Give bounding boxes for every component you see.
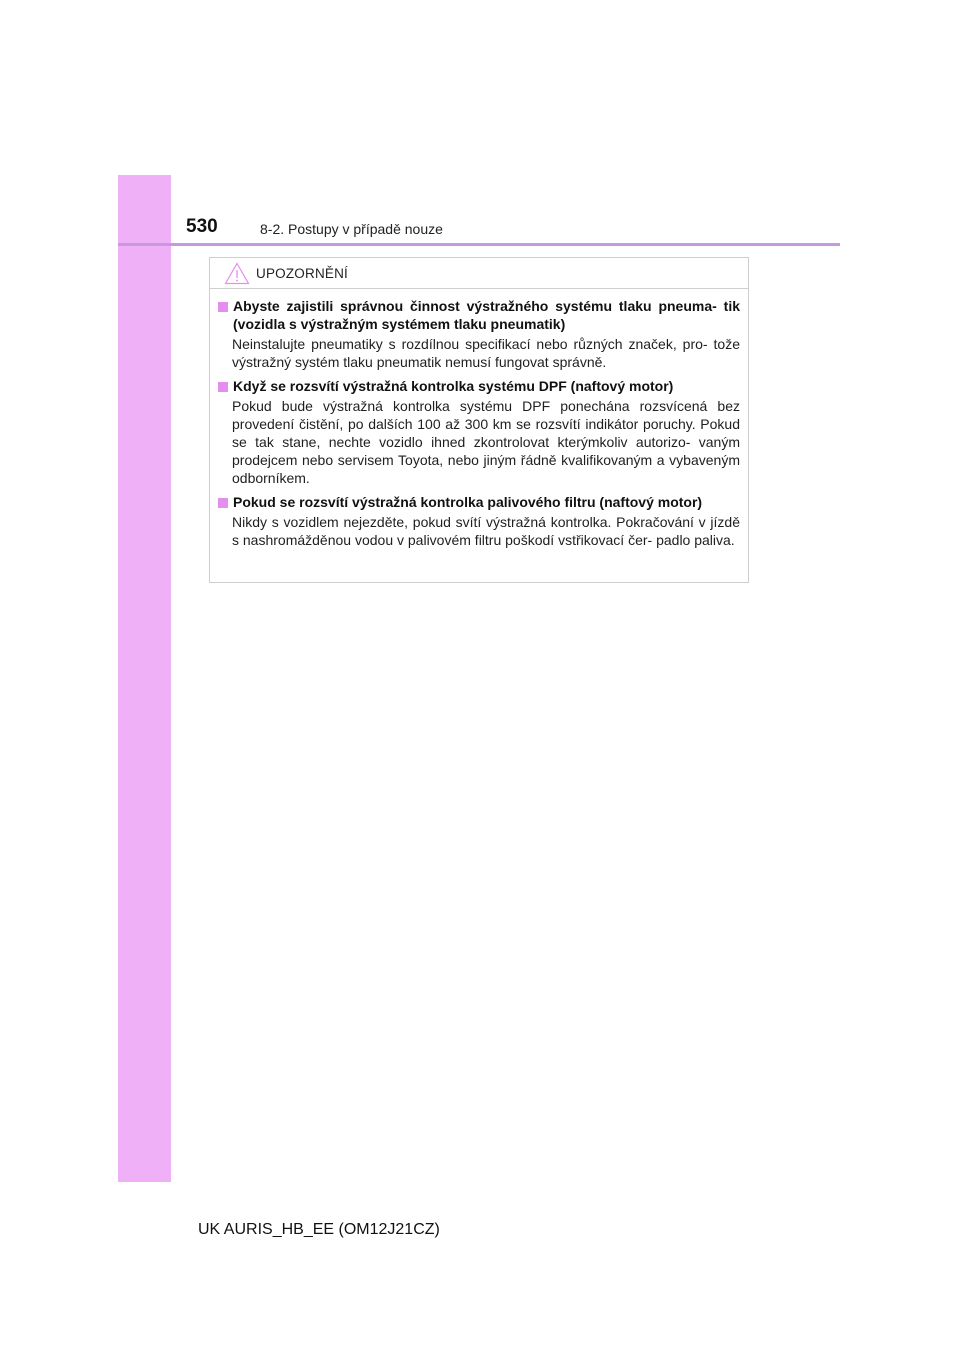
side-color-band [118, 175, 171, 1182]
warning-box [209, 257, 749, 583]
warning-triangle-icon [224, 262, 250, 285]
warning-item [218, 377, 740, 487]
warning-item [218, 297, 740, 371]
square-bullet-icon [218, 302, 228, 312]
square-bullet-icon [218, 382, 228, 392]
warning-item-title: Když se rozsvítí výstražná kontrolka systému DPF (naftový motor) [233, 378, 674, 394]
warning-item [218, 493, 740, 549]
page-number: 530 [186, 216, 218, 237]
warning-title: UPOZORNĚNÍ [256, 265, 349, 281]
section-title: 8-2. Postupy v případě nouze [260, 221, 443, 237]
warning-item-text: Pokud bude výstražná kontrolka systému DPF ponechána rozsvícená bez provedení čistění, po dalších 100 až 300 km se rozsvítí indikátor poruchy. Pokud se tak stane, nechte vozidlo ihned zkontrolovat kterýmkoliv autorizo- vaným prodejcem nebo servisem Toyota, nebo jiným řádně kvalifikovaným a vybaveným odborníkem. [232, 398, 740, 486]
footer-code: UK AURIS_HB_EE (OM12J21CZ) [198, 1221, 440, 1238]
warning-item-text: Neinstalujte pneumatiky s rozdílnou specifikací nebo různých značek, pro- tože výstražný systém tlaku pneumatik nemusí fungovat správně. [232, 336, 740, 370]
warning-item-title: Abyste zajistili správnou činnost výstražného systému tlaku pneuma- tik (vozidla s výstražným systémem tlaku pneumatik) [233, 298, 740, 332]
warning-item-text: Nikdy s vozidlem nejezděte, pokud svítí výstražná kontrolka. Pokračování v jízdě s nashromážděnou vodou v palivovém filtru poškodí vstřikovací čer- padlo paliva. [232, 514, 740, 548]
warning-header [210, 258, 748, 289]
warning-body [210, 289, 748, 549]
square-bullet-icon [218, 498, 228, 508]
header-rule [118, 243, 840, 246]
warning-item-title: Pokud se rozsvítí výstražná kontrolka palivového filtru (naftový motor) [233, 494, 703, 510]
